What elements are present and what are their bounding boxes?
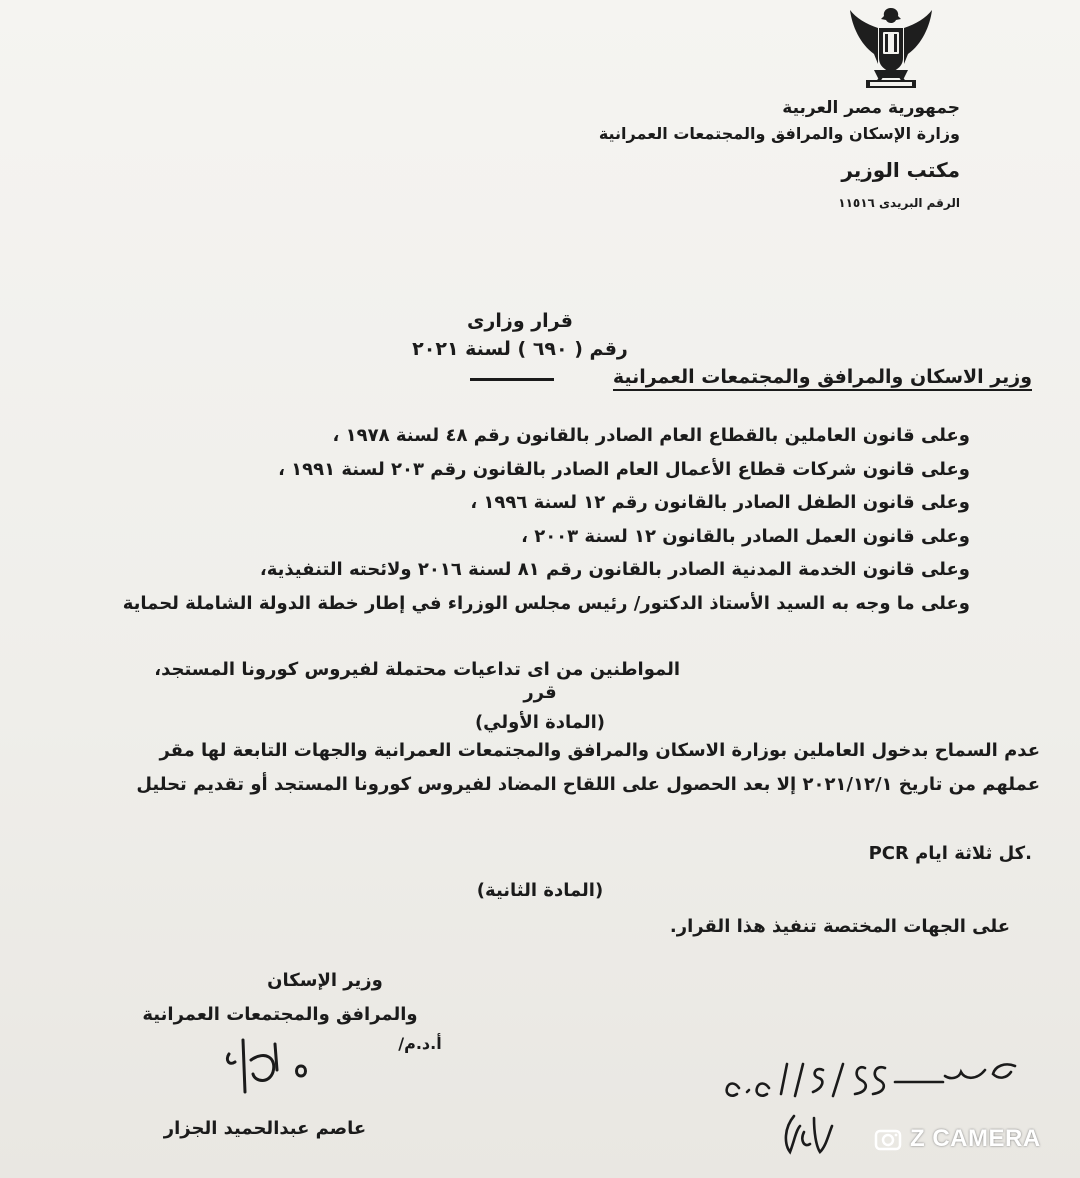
article-1-line: PCR كل ثلاثة ايام. [868,843,1032,864]
letterhead-ministry: وزارة الإسكان والمرافق والمجتمعات العمرانية [598,124,960,143]
decree-title: قرار وزارى [467,310,573,332]
handwritten-note [715,1058,1035,1118]
minister-heading [612,362,1032,393]
watermark-text: Z CAMERA [910,1125,1041,1152]
preamble-line: وعلى قانون العمل الصادر بالقانون ١٢ لسنة ٢٠٠٣ ، [521,525,970,547]
decided-heading: قرر [523,682,557,703]
eagle-emblem-icon [848,4,934,96]
signatory-title: وزير الإسكان [267,970,383,991]
preamble-line: وعلى قانون الطفل الصادر بالقانون رقم ١٢ لسنة ١٩٩٦ ، [470,492,970,513]
preamble-line: المواطنين من اى تداعيات محتملة لفيروس كورونا المستجد، [154,659,680,680]
article-1-line: عدم السماح بدخول العاملين بوزارة الاسكان والمرافق والمجتمعات العمرانية والجهات التابعة لها مقر [159,740,1040,761]
camera-watermark [874,1124,1064,1154]
letterhead-country: جمهورية مصر العربية [782,98,960,118]
signatory-name: عاصم عبدالحميد الجزار [163,1118,367,1139]
decree-number: رقم ( ٦٩٠ ) لسنة ٢٠٢١ [412,338,628,360]
letterhead-office: مكتب الوزير [841,158,960,182]
preamble [90,419,970,620]
preamble-line: وعلى قانون شركات قطاع الأعمال العام الصادر بالقانون رقم ٢٠٣ لسنة ١٩٩١ ، [278,458,970,480]
minister-heading-text: وزير الاسكان والمرافق والمجتمعات العمرانية [613,366,1032,391]
preamble-line: وعلى قانون الخدمة المدنية الصادر بالقانون رقم ٨١ لسنة ٢٠١٦ ولائحته التنفيذية، [259,559,970,580]
letterhead-postal-code: الرقم البريدى ١١٥١٦ [838,196,960,210]
article-2-heading: (المادة الثانية) [476,880,604,901]
handwritten-signature [215,1030,335,1100]
signatory-title-2: والمرافق والمجتمعات العمرانية [142,1004,418,1025]
camera-icon [874,1125,902,1153]
article-2-text: على الجهات المختصة تنفيذ هذا القرار. [669,916,1010,937]
preamble-line: وعلى قانون العاملين بالقطاع العام الصادر بالقانون رقم ٤٨ لسنة ١٩٧٨ ، [332,425,970,446]
preamble-line: وعلى ما وجه به السيد الأستاذ الدكتور/ رئيس مجلس الوزراء في إطار خطة الدولة الشاملة لحماية [122,592,970,614]
article-1-heading: (المادة الأولي) [474,712,606,733]
article-1-line: عملهم من تاريخ ٢٠٢١/١٢/١ إلا بعد الحصول على اللقاح المضاد لفيروس كورونا المستجد أو تقديم تحليل [136,774,1040,795]
signatory-prefix: أ.د.م/ [398,1034,442,1053]
title-underline [470,378,554,381]
handwritten-initial [780,1112,840,1158]
